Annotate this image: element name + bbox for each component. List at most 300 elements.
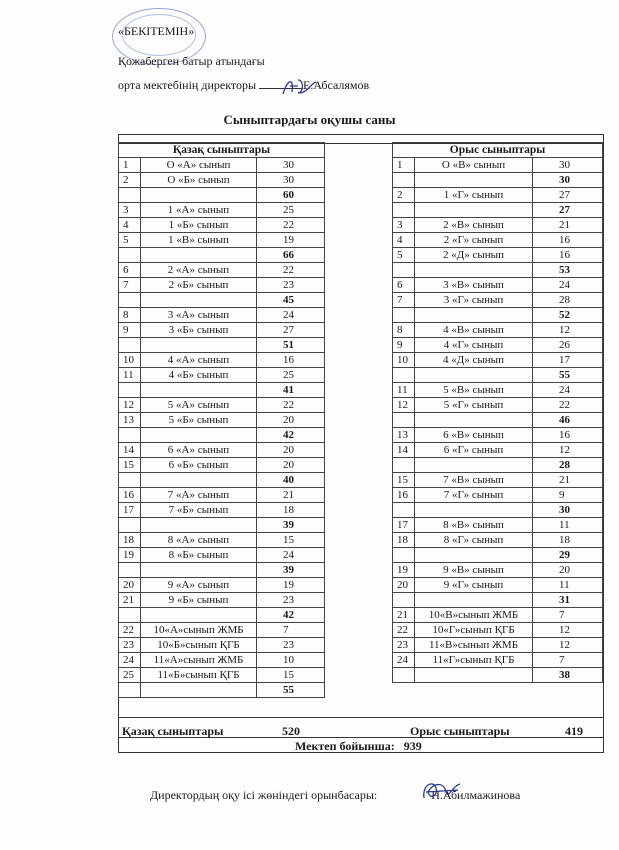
row-number: 6 [119, 263, 141, 278]
table-row [393, 428, 603, 443]
subtotal-value: 30 [533, 503, 603, 518]
student-count: 20 [533, 563, 603, 578]
student-count: 16 [533, 233, 603, 248]
row-number: 14 [119, 443, 141, 458]
subtotal-value: 39 [257, 563, 325, 578]
class-name: 2 «Б» сынып [141, 278, 257, 293]
subtotal-value: 66 [257, 248, 325, 263]
row-number: 5 [393, 248, 415, 263]
class-name [141, 338, 257, 353]
row-number [393, 173, 415, 188]
class-name: 8 «А» сынып [141, 533, 257, 548]
class-name: 10«Г»сынып ҚГБ [415, 623, 533, 638]
row-number [119, 248, 141, 263]
subtotal-value: 53 [533, 263, 603, 278]
student-count: 9 [533, 488, 603, 503]
table-row [119, 638, 325, 653]
student-count: 30 [257, 173, 325, 188]
subtotal-value: 55 [257, 683, 325, 698]
subtotal-row [393, 173, 603, 188]
row-number: 14 [393, 443, 415, 458]
row-number: 17 [119, 503, 141, 518]
row-number [119, 188, 141, 203]
row-number [393, 593, 415, 608]
student-count: 19 [257, 233, 325, 248]
student-count: 18 [533, 533, 603, 548]
student-count: 20 [257, 443, 325, 458]
table-row [119, 413, 325, 428]
subtotal-value: 29 [533, 548, 603, 563]
table-row [393, 653, 603, 668]
class-name: О «В» сынып [415, 158, 533, 173]
deputy-name: Н.Абилмажинова [431, 788, 521, 802]
table-row [393, 398, 603, 413]
student-count: 25 [257, 203, 325, 218]
row-number: 13 [393, 428, 415, 443]
deputy-line [150, 788, 520, 803]
subtotal-value: 60 [257, 188, 325, 203]
table-row [119, 173, 325, 188]
subtotal-value: 46 [533, 413, 603, 428]
school-total [295, 739, 422, 754]
student-count: 23 [257, 593, 325, 608]
student-count: 27 [257, 323, 325, 338]
class-name: 1 «А» сынып [141, 203, 257, 218]
row-number [119, 293, 141, 308]
class-name: 4 «Б» сынып [141, 368, 257, 383]
class-name: 1 «Г» сынып [415, 188, 533, 203]
class-name [415, 413, 533, 428]
subtotal-value: 28 [533, 458, 603, 473]
student-count: 27 [533, 188, 603, 203]
student-count: 21 [533, 218, 603, 233]
table-row [119, 278, 325, 293]
table-row [119, 323, 325, 338]
class-name [415, 458, 533, 473]
class-name [141, 563, 257, 578]
class-name [415, 593, 533, 608]
class-name: 5 «Б» сынып [141, 413, 257, 428]
row-number: 21 [393, 608, 415, 623]
class-name: 6 «Г» сынып [415, 443, 533, 458]
deputy-title: Директордың оқу ісі жөніндегі орынбасары: [150, 788, 378, 802]
table-row [119, 548, 325, 563]
class-name [141, 428, 257, 443]
subtotal-row [393, 668, 603, 683]
row-number [119, 518, 141, 533]
subtotal-row [393, 503, 603, 518]
row-number [119, 473, 141, 488]
subtotal-row [119, 248, 325, 263]
russian-classes-table [392, 142, 603, 683]
student-count: 16 [257, 353, 325, 368]
row-number: 25 [119, 668, 141, 683]
row-number: 19 [119, 548, 141, 563]
class-name: 7 «А» сынып [141, 488, 257, 503]
class-name: 7 «В» сынып [415, 473, 533, 488]
table-row [119, 578, 325, 593]
director-name: Е.Абсалямов [303, 78, 370, 92]
table-row [393, 638, 603, 653]
class-name [415, 548, 533, 563]
student-count: 22 [257, 398, 325, 413]
table-row [119, 158, 325, 173]
student-count: 16 [533, 248, 603, 263]
table-row [393, 248, 603, 263]
school-total-value: 939 [403, 739, 422, 753]
class-name: 4 «А» сынып [141, 353, 257, 368]
student-count: 24 [257, 308, 325, 323]
class-name: 9 «Б» сынып [141, 593, 257, 608]
row-number: 8 [119, 308, 141, 323]
row-number: 1 [119, 158, 141, 173]
class-name: 9 «В» сынып [415, 563, 533, 578]
student-count: 22 [257, 263, 325, 278]
subtotal-row [393, 263, 603, 278]
class-name: 7 «Б» сынып [141, 503, 257, 518]
class-name [415, 308, 533, 323]
row-number [119, 428, 141, 443]
table-row [119, 623, 325, 638]
director-signature [280, 76, 320, 98]
row-number: 21 [119, 593, 141, 608]
subtotal-row [119, 563, 325, 578]
row-number [393, 503, 415, 518]
row-number: 20 [393, 578, 415, 593]
table-row [119, 368, 325, 383]
class-name [141, 383, 257, 398]
table-row [119, 533, 325, 548]
russian-header-row [393, 143, 603, 158]
row-number: 3 [393, 218, 415, 233]
table-row [119, 458, 325, 473]
subtotal-value: 45 [257, 293, 325, 308]
subtotal-row [119, 518, 325, 533]
student-count: 24 [533, 383, 603, 398]
class-name [415, 668, 533, 683]
row-number: 11 [393, 383, 415, 398]
subtotal-row [119, 428, 325, 443]
class-name [415, 368, 533, 383]
row-number [393, 548, 415, 563]
class-name: 8 «Г» сынып [415, 533, 533, 548]
table-row [393, 278, 603, 293]
school-total-label: Мектеп бойынша: [295, 739, 395, 753]
row-number: 18 [119, 533, 141, 548]
student-count: 22 [533, 398, 603, 413]
row-number: 12 [393, 398, 415, 413]
class-name [141, 293, 257, 308]
row-number: 17 [393, 518, 415, 533]
table-row [393, 383, 603, 398]
subtotal-value: 55 [533, 368, 603, 383]
table-row [393, 518, 603, 533]
class-name: 3 «В» сынып [415, 278, 533, 293]
subtotal-row [119, 188, 325, 203]
student-count: 15 [257, 668, 325, 683]
student-count: 7 [257, 623, 325, 638]
row-number: 5 [119, 233, 141, 248]
student-count: 12 [533, 623, 603, 638]
class-name: 2 «Г» сынып [415, 233, 533, 248]
student-count: 20 [257, 458, 325, 473]
class-name: 4 «Д» сынып [415, 353, 533, 368]
student-count: 12 [533, 323, 603, 338]
row-number [393, 203, 415, 218]
row-number: 23 [393, 638, 415, 653]
subtotal-value: 31 [533, 593, 603, 608]
subtotal-row [119, 683, 325, 698]
student-count: 30 [533, 158, 603, 173]
class-name: 5 «А» сынып [141, 398, 257, 413]
table-row [393, 623, 603, 638]
subtotal-row [393, 308, 603, 323]
student-count: 17 [533, 353, 603, 368]
student-count: 12 [533, 638, 603, 653]
student-count: 11 [533, 518, 603, 533]
class-name [415, 173, 533, 188]
row-number: 4 [119, 218, 141, 233]
student-count: 11 [533, 578, 603, 593]
class-name [141, 473, 257, 488]
school-name-line: Қожаберген батыр атындағы [118, 54, 265, 68]
table-row [119, 203, 325, 218]
table-row [393, 158, 603, 173]
subtotal-row [393, 413, 603, 428]
row-number: 22 [119, 623, 141, 638]
row-number [119, 608, 141, 623]
class-name: 3 «Г» сынып [415, 293, 533, 308]
row-number: 13 [119, 413, 141, 428]
row-number [119, 383, 141, 398]
table-row [393, 533, 603, 548]
row-number: 16 [119, 488, 141, 503]
kazakh-heading: Қазақ сыныптары [119, 143, 325, 158]
table-row [393, 218, 603, 233]
table-row [393, 443, 603, 458]
row-number [393, 458, 415, 473]
kazakh-total-value: 520 [282, 724, 300, 738]
row-number: 24 [119, 653, 141, 668]
subtotal-value: 51 [257, 338, 325, 353]
row-number: 16 [393, 488, 415, 503]
subtotal-row [119, 293, 325, 308]
table-row [119, 653, 325, 668]
class-name: 6 «Б» сынып [141, 458, 257, 473]
class-name: 1 «Б» сынып [141, 218, 257, 233]
row-number [393, 308, 415, 323]
row-number [393, 368, 415, 383]
subtotal-row [393, 203, 603, 218]
kazakh-total-label: Қазақ сыныптары [122, 724, 224, 738]
student-count: 16 [533, 428, 603, 443]
row-number: 18 [393, 533, 415, 548]
student-count: 23 [257, 638, 325, 653]
class-name: 5 «В» сынып [415, 383, 533, 398]
row-number: 24 [393, 653, 415, 668]
row-number: 20 [119, 578, 141, 593]
student-count: 25 [257, 368, 325, 383]
class-name: 8 «В» сынып [415, 518, 533, 533]
table-row [119, 488, 325, 503]
table-row [119, 398, 325, 413]
student-count: 7 [533, 608, 603, 623]
class-name: 10«В»сынып ЖМБ [415, 608, 533, 623]
class-name: 2 «Д» сынып [415, 248, 533, 263]
row-number: 12 [119, 398, 141, 413]
class-name: 10«А»сынып ЖМБ [141, 623, 257, 638]
table-row [393, 323, 603, 338]
class-name: 8 «Б» сынып [141, 548, 257, 563]
row-number: 22 [393, 623, 415, 638]
row-number: 7 [119, 278, 141, 293]
student-count: 20 [257, 413, 325, 428]
subtotal-row [119, 338, 325, 353]
subtotal-row [393, 548, 603, 563]
student-count: 12 [533, 443, 603, 458]
class-name: 3 «Б» сынып [141, 323, 257, 338]
student-count: 21 [533, 473, 603, 488]
director-title: орта мектебінің директоры [118, 78, 257, 92]
table-row [393, 338, 603, 353]
russian-total-value: 419 [565, 724, 583, 738]
class-name: 11«Б»сынып ҚГБ [141, 668, 257, 683]
class-name: О «А» сынып [141, 158, 257, 173]
subtotal-row [393, 368, 603, 383]
row-number: 9 [393, 338, 415, 353]
table-row [119, 263, 325, 278]
row-number [393, 668, 415, 683]
table-row [393, 473, 603, 488]
student-count: 22 [257, 218, 325, 233]
class-name: 5 «Г» сынып [415, 398, 533, 413]
class-name [141, 188, 257, 203]
subtotal-value: 27 [533, 203, 603, 218]
class-name: 11«А»сынып ЖМБ [141, 653, 257, 668]
student-count: 30 [257, 158, 325, 173]
page-title: Сыныптардағы оқушы саны [223, 112, 396, 127]
student-count: 7 [533, 653, 603, 668]
kazakh-header-row [119, 143, 325, 158]
class-name: 2 «А» сынып [141, 263, 257, 278]
table-row [393, 608, 603, 623]
subtotal-value: 41 [257, 383, 325, 398]
student-count: 24 [533, 278, 603, 293]
class-name: 2 «В» сынып [415, 218, 533, 233]
table-row [119, 353, 325, 368]
class-name: 3 «А» сынып [141, 308, 257, 323]
row-number: 15 [119, 458, 141, 473]
student-count: 24 [257, 548, 325, 563]
director-line [118, 78, 369, 92]
class-name [415, 503, 533, 518]
class-name [141, 248, 257, 263]
row-number [393, 263, 415, 278]
class-name: 4 «Г» сынып [415, 338, 533, 353]
class-name: 1 «В» сынып [141, 233, 257, 248]
row-number [119, 563, 141, 578]
subtotal-value: 40 [257, 473, 325, 488]
row-number: 4 [393, 233, 415, 248]
russian-total-label: Орыс сыныптары [410, 724, 510, 738]
row-number: 11 [119, 368, 141, 383]
class-name: 6 «В» сынып [415, 428, 533, 443]
table-row [393, 293, 603, 308]
student-count: 26 [533, 338, 603, 353]
subtotal-value: 42 [257, 428, 325, 443]
subtotal-row [119, 383, 325, 398]
row-number: 10 [393, 353, 415, 368]
table-row [119, 593, 325, 608]
approval-line: «БЕКІТЕМІН» [118, 24, 195, 38]
table-row [119, 503, 325, 518]
class-name: О «Б» сынып [141, 173, 257, 188]
class-name: 9 «Г» сынып [415, 578, 533, 593]
class-name [141, 608, 257, 623]
subtotal-value: 30 [533, 173, 603, 188]
row-number: 15 [393, 473, 415, 488]
subtotal-value: 52 [533, 308, 603, 323]
kazakh-classes-table [118, 142, 325, 698]
row-number: 23 [119, 638, 141, 653]
row-number: 8 [393, 323, 415, 338]
table-row [393, 563, 603, 578]
row-number [393, 413, 415, 428]
class-name: 11«Г»сынып ҚГБ [415, 653, 533, 668]
table-row [393, 578, 603, 593]
row-number: 2 [393, 188, 415, 203]
row-number: 2 [119, 173, 141, 188]
class-name: 4 «В» сынып [415, 323, 533, 338]
class-name [141, 683, 257, 698]
subtotal-row [119, 608, 325, 623]
student-count: 10 [257, 653, 325, 668]
row-number [119, 683, 141, 698]
table-row [119, 218, 325, 233]
subtotal-value: 39 [257, 518, 325, 533]
row-number: 7 [393, 293, 415, 308]
row-number: 10 [119, 353, 141, 368]
class-name: 7 «Г» сынып [415, 488, 533, 503]
deputy-signature [420, 778, 464, 804]
class-name [415, 263, 533, 278]
class-name: 10«Б»сынып ҚГБ [141, 638, 257, 653]
row-number: 6 [393, 278, 415, 293]
row-number: 19 [393, 563, 415, 578]
class-name [141, 518, 257, 533]
row-number: 1 [393, 158, 415, 173]
table-row [393, 233, 603, 248]
student-count: 19 [257, 578, 325, 593]
row-number [119, 338, 141, 353]
table-row [393, 353, 603, 368]
student-count: 23 [257, 278, 325, 293]
row-number: 3 [119, 203, 141, 218]
class-name: 9 «А» сынып [141, 578, 257, 593]
table-row [393, 488, 603, 503]
table-row [119, 668, 325, 683]
student-count: 28 [533, 293, 603, 308]
table-row [119, 443, 325, 458]
subtotal-row [393, 458, 603, 473]
subtotal-value: 38 [533, 668, 603, 683]
subtotal-value: 42 [257, 608, 325, 623]
class-name: 11«В»сынып ЖМБ [415, 638, 533, 653]
table-row [393, 188, 603, 203]
russian-heading: Орыс сыныптары [393, 143, 603, 158]
table-row [119, 233, 325, 248]
student-count: 18 [257, 503, 325, 518]
